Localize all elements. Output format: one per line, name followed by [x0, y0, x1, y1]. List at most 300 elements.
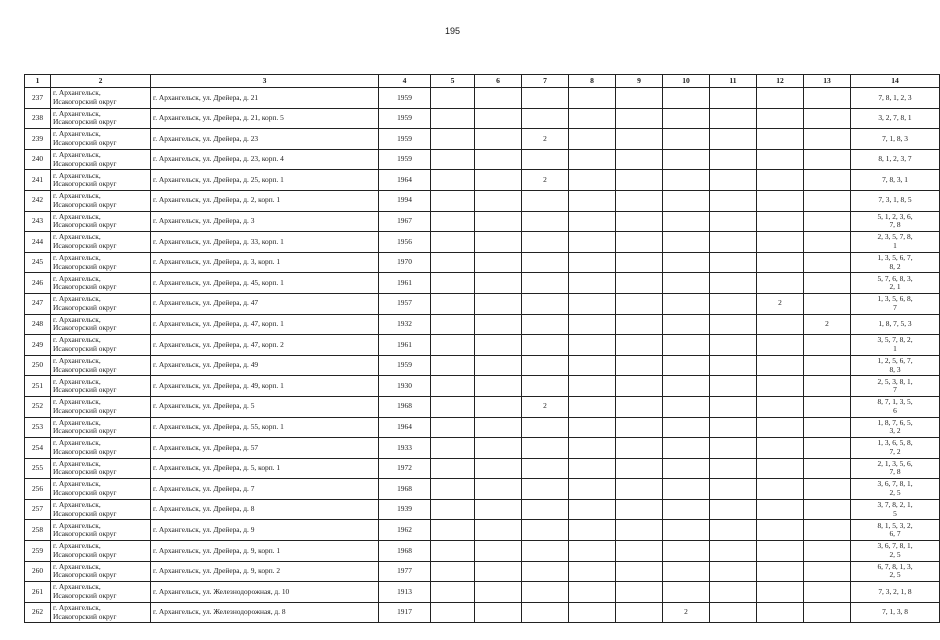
value-cell	[804, 438, 851, 459]
sequence-cell: 5, 7, 6, 8, 3, 2, 1	[851, 273, 940, 294]
value-cell	[522, 499, 569, 520]
year-cell: 1933	[379, 438, 431, 459]
value-cell	[804, 561, 851, 582]
value-cell	[804, 458, 851, 479]
value-cell	[522, 108, 569, 129]
value-cell	[663, 396, 710, 417]
row-number: 253	[25, 417, 51, 438]
address-cell: г. Архангельск, ул. Дрейера, д. 23, корп. 4	[151, 149, 379, 170]
value-cell	[663, 211, 710, 232]
address-cell: г. Архангельск, ул. Дрейера, д. 25, корп. 1	[151, 170, 379, 191]
value-cell	[522, 211, 569, 232]
value-cell	[663, 170, 710, 191]
table-row	[25, 129, 940, 150]
column-header: 11	[710, 75, 757, 88]
sequence-cell: 5, 1, 2, 3, 6, 7, 8	[851, 211, 940, 232]
table-row	[25, 602, 940, 623]
sequence-cell: 3, 2, 7, 8, 1	[851, 108, 940, 129]
value-cell	[710, 479, 757, 500]
column-header: 13	[804, 75, 851, 88]
value-cell	[569, 438, 616, 459]
value-cell	[710, 314, 757, 335]
value-cell	[569, 170, 616, 191]
district-cell: г. Архангельск, Исакогорский округ	[51, 211, 151, 232]
value-cell	[431, 417, 475, 438]
year-cell: 1970	[379, 252, 431, 273]
sequence-cell: 1, 8, 7, 5, 3	[851, 314, 940, 335]
value-cell	[663, 232, 710, 253]
value-cell	[804, 273, 851, 294]
value-cell: 2	[804, 314, 851, 335]
address-cell: г. Архангельск, ул. Дрейера, д. 49	[151, 355, 379, 376]
row-number: 258	[25, 520, 51, 541]
row-number: 248	[25, 314, 51, 335]
value-cell	[757, 561, 804, 582]
district-cell: г. Архангельск, Исакогорский округ	[51, 417, 151, 438]
row-number: 254	[25, 438, 51, 459]
value-cell	[663, 355, 710, 376]
table-row	[25, 520, 940, 541]
value-cell	[663, 499, 710, 520]
value-cell	[710, 438, 757, 459]
table-row	[25, 88, 940, 109]
value-cell	[616, 293, 663, 314]
value-cell	[757, 314, 804, 335]
value-cell	[431, 479, 475, 500]
district-cell: г. Архангельск, Исакогорский округ	[51, 499, 151, 520]
row-number: 262	[25, 602, 51, 623]
table-row	[25, 108, 940, 129]
value-cell	[569, 582, 616, 603]
year-cell: 1968	[379, 479, 431, 500]
value-cell	[757, 520, 804, 541]
table-row	[25, 438, 940, 459]
value-cell	[804, 149, 851, 170]
value-cell	[475, 170, 522, 191]
value-cell	[569, 499, 616, 520]
value-cell	[616, 170, 663, 191]
value-cell	[431, 602, 475, 623]
value-cell	[757, 211, 804, 232]
table-row	[25, 293, 940, 314]
address-cell: г. Архангельск, ул. Железнодорожная, д. 8	[151, 602, 379, 623]
table-row	[25, 190, 940, 211]
value-cell	[616, 211, 663, 232]
value-cell	[616, 499, 663, 520]
year-cell: 1959	[379, 129, 431, 150]
value-cell	[569, 541, 616, 562]
district-cell: г. Архангельск, Исакогорский округ	[51, 149, 151, 170]
address-cell: г. Архангельск, ул. Железнодорожная, д. 10	[151, 582, 379, 603]
district-cell: г. Архангельск, Исакогорский округ	[51, 190, 151, 211]
value-cell	[522, 190, 569, 211]
value-cell	[569, 149, 616, 170]
value-cell	[757, 582, 804, 603]
value-cell	[431, 396, 475, 417]
value-cell	[757, 458, 804, 479]
value-cell	[757, 499, 804, 520]
table-row	[25, 417, 940, 438]
value-cell	[431, 293, 475, 314]
address-cell: г. Архангельск, ул. Дрейера, д. 7	[151, 479, 379, 500]
value-cell	[710, 252, 757, 273]
year-cell: 1961	[379, 335, 431, 356]
district-cell: г. Архангельск, Исакогорский округ	[51, 293, 151, 314]
row-number: 240	[25, 149, 51, 170]
value-cell	[522, 582, 569, 603]
value-cell	[522, 273, 569, 294]
year-cell: 1930	[379, 376, 431, 397]
row-number: 243	[25, 211, 51, 232]
value-cell	[475, 438, 522, 459]
value-cell	[475, 582, 522, 603]
value-cell	[522, 149, 569, 170]
value-cell	[757, 417, 804, 438]
value-cell	[663, 293, 710, 314]
value-cell	[431, 520, 475, 541]
value-cell	[431, 376, 475, 397]
value-cell	[569, 376, 616, 397]
sequence-cell: 8, 1, 5, 3, 2, 6, 7	[851, 520, 940, 541]
column-header: 1	[25, 75, 51, 88]
year-cell: 1962	[379, 520, 431, 541]
value-cell	[522, 438, 569, 459]
district-cell: г. Архангельск, Исакогорский округ	[51, 376, 151, 397]
value-cell	[663, 129, 710, 150]
value-cell	[431, 273, 475, 294]
value-cell	[569, 396, 616, 417]
address-cell: г. Архангельск, ул. Дрейера, д. 2, корп. 1	[151, 190, 379, 211]
year-cell: 1977	[379, 561, 431, 582]
value-cell	[522, 541, 569, 562]
value-cell	[431, 541, 475, 562]
row-number: 251	[25, 376, 51, 397]
value-cell	[663, 252, 710, 273]
sequence-cell: 7, 8, 1, 2, 3	[851, 88, 940, 109]
value-cell	[663, 88, 710, 109]
value-cell	[431, 499, 475, 520]
district-cell: г. Архангельск, Исакогорский округ	[51, 252, 151, 273]
value-cell	[569, 190, 616, 211]
value-cell	[710, 561, 757, 582]
table-row	[25, 396, 940, 417]
value-cell	[431, 438, 475, 459]
value-cell	[616, 479, 663, 500]
district-cell: г. Архангельск, Исакогорский округ	[51, 88, 151, 109]
value-cell	[569, 335, 616, 356]
value-cell	[710, 417, 757, 438]
value-cell	[663, 582, 710, 603]
district-cell: г. Архангельск, Исакогорский округ	[51, 582, 151, 603]
value-cell	[522, 314, 569, 335]
value-cell	[431, 335, 475, 356]
value-cell	[757, 438, 804, 459]
table-row	[25, 170, 940, 191]
value-cell	[757, 273, 804, 294]
value-cell	[569, 88, 616, 109]
year-cell: 1913	[379, 582, 431, 603]
page-number: 195	[444, 26, 461, 36]
value-cell	[804, 417, 851, 438]
value-cell	[431, 108, 475, 129]
district-cell: г. Архангельск, Исакогорский округ	[51, 479, 151, 500]
value-cell	[757, 335, 804, 356]
table-row	[25, 211, 940, 232]
value-cell	[804, 582, 851, 603]
row-number: 252	[25, 396, 51, 417]
table-row	[25, 314, 940, 335]
value-cell	[710, 108, 757, 129]
row-number: 241	[25, 170, 51, 191]
sequence-cell: 7, 8, 3, 1	[851, 170, 940, 191]
sequence-cell: 7, 3, 1, 8, 5	[851, 190, 940, 211]
value-cell	[475, 232, 522, 253]
value-cell	[522, 252, 569, 273]
value-cell	[616, 314, 663, 335]
value-cell	[522, 232, 569, 253]
value-cell	[757, 396, 804, 417]
value-cell	[616, 273, 663, 294]
value-cell	[616, 396, 663, 417]
value-cell	[757, 170, 804, 191]
value-cell	[475, 499, 522, 520]
value-cell	[475, 293, 522, 314]
sequence-cell: 7, 1, 8, 3	[851, 129, 940, 150]
value-cell: 2	[522, 129, 569, 150]
value-cell	[475, 88, 522, 109]
value-cell	[431, 561, 475, 582]
value-cell	[757, 376, 804, 397]
row-number: 245	[25, 252, 51, 273]
table-row	[25, 376, 940, 397]
value-cell	[522, 88, 569, 109]
column-header: 4	[379, 75, 431, 88]
value-cell	[804, 376, 851, 397]
column-header: 7	[522, 75, 569, 88]
value-cell	[663, 458, 710, 479]
year-cell: 1972	[379, 458, 431, 479]
value-cell	[522, 376, 569, 397]
row-number: 256	[25, 479, 51, 500]
table-body	[25, 88, 940, 623]
row-number: 260	[25, 561, 51, 582]
address-cell: г. Архангельск, ул. Дрейера, д. 5	[151, 396, 379, 417]
value-cell	[804, 520, 851, 541]
row-number: 255	[25, 458, 51, 479]
row-number: 239	[25, 129, 51, 150]
value-cell	[522, 458, 569, 479]
value-cell	[757, 88, 804, 109]
address-cell: г. Архангельск, ул. Дрейера, д. 47, корп. 1	[151, 314, 379, 335]
value-cell	[804, 129, 851, 150]
value-cell	[475, 376, 522, 397]
sequence-cell: 7, 3, 2, 1, 8	[851, 582, 940, 603]
value-cell	[431, 252, 475, 273]
value-cell	[475, 520, 522, 541]
address-cell: г. Архангельск, ул. Дрейера, д. 9, корп. 2	[151, 561, 379, 582]
sequence-cell: 2, 1, 3, 5, 6, 7, 8	[851, 458, 940, 479]
year-cell: 1968	[379, 541, 431, 562]
value-cell	[616, 149, 663, 170]
district-cell: г. Архангельск, Исакогорский округ	[51, 129, 151, 150]
value-cell	[804, 170, 851, 191]
district-cell: г. Архангельск, Исакогорский округ	[51, 438, 151, 459]
address-cell: г. Архангельск, ул. Дрейера, д. 55, корп. 1	[151, 417, 379, 438]
value-cell	[757, 355, 804, 376]
district-cell: г. Архангельск, Исакогорский округ	[51, 314, 151, 335]
value-cell	[663, 561, 710, 582]
value-cell	[757, 541, 804, 562]
table-row	[25, 273, 940, 294]
value-cell	[431, 582, 475, 603]
value-cell	[616, 252, 663, 273]
address-cell: г. Архангельск, ул. Дрейера, д. 21, корп. 5	[151, 108, 379, 129]
value-cell	[710, 376, 757, 397]
value-cell: 2	[757, 293, 804, 314]
table-row	[25, 582, 940, 603]
value-cell	[663, 273, 710, 294]
sequence-cell: 3, 6, 7, 8, 1, 2, 5	[851, 479, 940, 500]
row-number: 237	[25, 88, 51, 109]
value-cell	[616, 458, 663, 479]
value-cell	[569, 232, 616, 253]
value-cell	[710, 396, 757, 417]
value-cell	[475, 417, 522, 438]
year-cell: 1959	[379, 355, 431, 376]
district-cell: г. Архангельск, Исакогорский округ	[51, 458, 151, 479]
column-header: 10	[663, 75, 710, 88]
value-cell	[431, 88, 475, 109]
value-cell	[569, 211, 616, 232]
address-cell: г. Архангельск, ул. Дрейера, д. 33, корп. 1	[151, 232, 379, 253]
district-cell: г. Архангельск, Исакогорский округ	[51, 335, 151, 356]
address-cell: г. Архангельск, ул. Дрейера, д. 57	[151, 438, 379, 459]
value-cell	[569, 417, 616, 438]
row-number: 250	[25, 355, 51, 376]
value-cell	[569, 314, 616, 335]
value-cell	[431, 149, 475, 170]
table-row	[25, 252, 940, 273]
value-cell	[804, 355, 851, 376]
value-cell	[616, 129, 663, 150]
value-cell	[616, 355, 663, 376]
value-cell	[663, 335, 710, 356]
column-header: 8	[569, 75, 616, 88]
row-number: 247	[25, 293, 51, 314]
year-cell: 1994	[379, 190, 431, 211]
column-header: 3	[151, 75, 379, 88]
value-cell	[757, 479, 804, 500]
value-cell	[710, 211, 757, 232]
address-cell: г. Архангельск, ул. Дрейера, д. 8	[151, 499, 379, 520]
value-cell	[710, 232, 757, 253]
district-cell: г. Архангельск, Исакогорский округ	[51, 561, 151, 582]
value-cell	[616, 582, 663, 603]
value-cell	[569, 273, 616, 294]
table-row	[25, 499, 940, 520]
value-cell	[616, 602, 663, 623]
value-cell	[522, 335, 569, 356]
value-cell	[804, 479, 851, 500]
year-cell: 1961	[379, 273, 431, 294]
district-cell: г. Архангельск, Исакогорский округ	[51, 232, 151, 253]
sequence-cell: 3, 5, 7, 8, 2, 1	[851, 335, 940, 356]
value-cell	[804, 602, 851, 623]
value-cell	[431, 211, 475, 232]
sequence-cell: 1, 3, 5, 6, 8, 7	[851, 293, 940, 314]
row-number: 244	[25, 232, 51, 253]
column-header: 12	[757, 75, 804, 88]
row-number: 261	[25, 582, 51, 603]
value-cell	[710, 190, 757, 211]
value-cell	[616, 417, 663, 438]
value-cell	[663, 541, 710, 562]
year-cell: 1959	[379, 88, 431, 109]
column-header: 14	[851, 75, 940, 88]
value-cell	[475, 252, 522, 273]
value-cell	[804, 499, 851, 520]
sequence-cell: 8, 7, 1, 3, 5, 6	[851, 396, 940, 417]
value-cell	[804, 541, 851, 562]
value-cell	[710, 88, 757, 109]
table-row	[25, 561, 940, 582]
year-cell: 1964	[379, 417, 431, 438]
column-header: 2	[51, 75, 151, 88]
district-cell: г. Архангельск, Исакогорский округ	[51, 396, 151, 417]
value-cell	[757, 108, 804, 129]
value-cell	[616, 376, 663, 397]
year-cell: 1964	[379, 170, 431, 191]
value-cell	[431, 232, 475, 253]
year-cell: 1959	[379, 149, 431, 170]
year-cell: 1932	[379, 314, 431, 335]
value-cell	[710, 582, 757, 603]
address-cell: г. Архангельск, ул. Дрейера, д. 5, корп. 1	[151, 458, 379, 479]
value-cell	[663, 376, 710, 397]
value-cell	[522, 602, 569, 623]
address-cell: г. Архангельск, ул. Дрейера, д. 47	[151, 293, 379, 314]
value-cell	[616, 335, 663, 356]
value-cell	[663, 190, 710, 211]
value-cell	[569, 252, 616, 273]
value-cell	[757, 602, 804, 623]
value-cell	[475, 561, 522, 582]
year-cell: 1957	[379, 293, 431, 314]
value-cell	[710, 170, 757, 191]
housing-table	[24, 74, 940, 623]
district-cell: г. Архангельск, Исакогорский округ	[51, 273, 151, 294]
table-row	[25, 479, 940, 500]
address-cell: г. Архангельск, ул. Дрейера, д. 9, корп. 1	[151, 541, 379, 562]
value-cell	[757, 129, 804, 150]
value-cell	[431, 129, 475, 150]
value-cell	[710, 293, 757, 314]
row-number: 249	[25, 335, 51, 356]
table-row	[25, 149, 940, 170]
value-cell	[804, 88, 851, 109]
value-cell	[569, 520, 616, 541]
value-cell	[663, 314, 710, 335]
value-cell	[710, 273, 757, 294]
value-cell	[475, 129, 522, 150]
value-cell	[710, 458, 757, 479]
table-row	[25, 541, 940, 562]
value-cell	[710, 520, 757, 541]
value-cell	[475, 335, 522, 356]
value-cell	[663, 520, 710, 541]
value-cell	[710, 149, 757, 170]
sequence-cell: 6, 7, 8, 1, 3, 2, 5	[851, 561, 940, 582]
